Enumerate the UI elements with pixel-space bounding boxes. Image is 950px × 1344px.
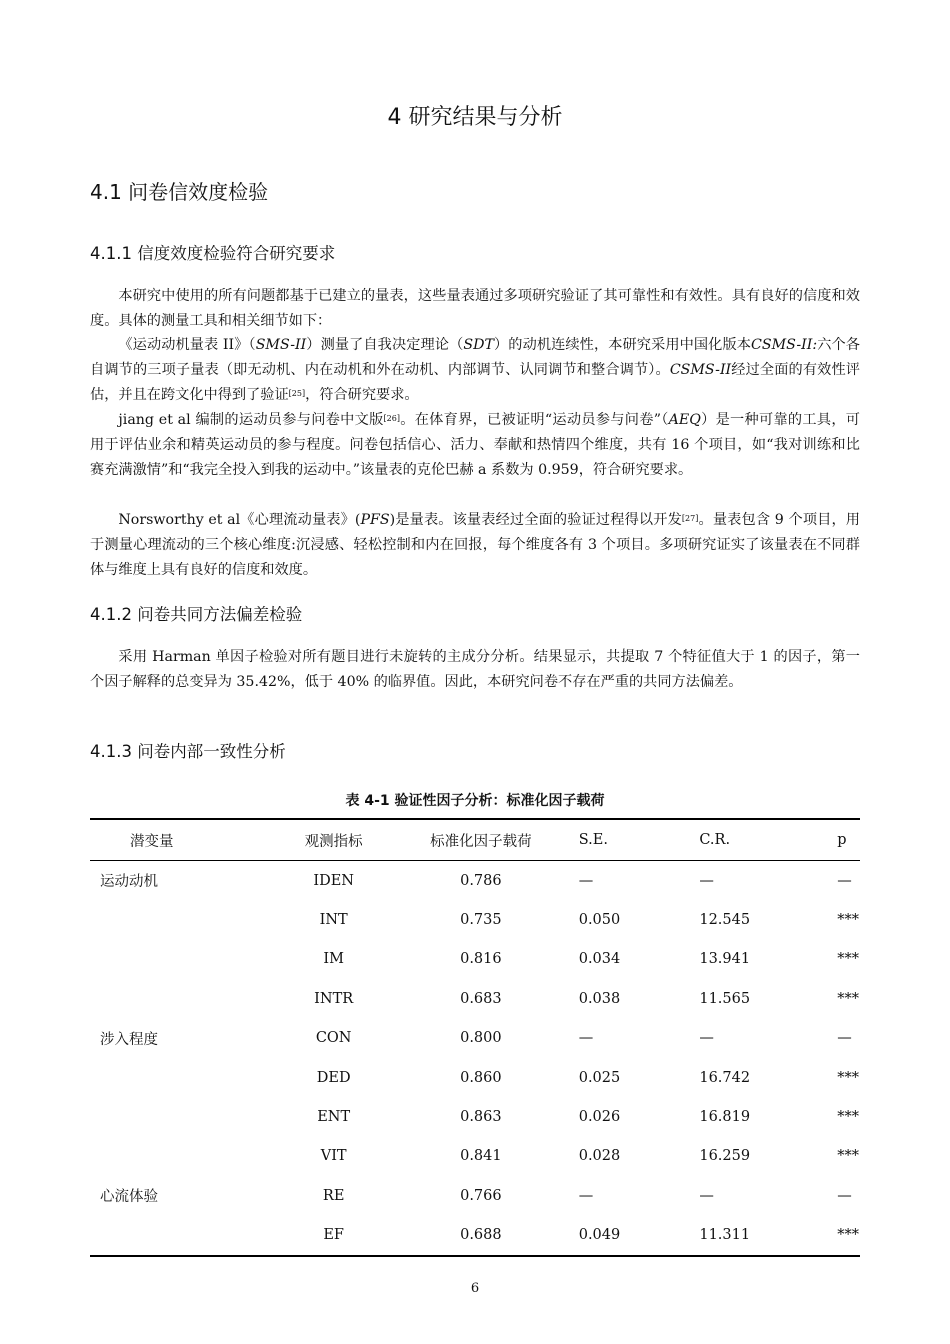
table-row xyxy=(90,979,860,1018)
table-row xyxy=(90,1176,860,1215)
cell-latent xyxy=(90,1137,264,1176)
table-caption: 表 4-1 验证性因子分析：标准化因子载荷 xyxy=(345,793,605,809)
section-heading-4-1-2: 4.1.2 问卷共同方法偏差检验 xyxy=(90,605,303,624)
cell-loading: 0.766 xyxy=(460,1187,502,1204)
cell-se: — xyxy=(578,1187,594,1204)
cell-indicator: EF xyxy=(264,1216,403,1256)
cell-indicator: VIT xyxy=(320,1148,347,1165)
cell-se: — xyxy=(578,872,594,889)
cell-se: 0.049 xyxy=(559,1216,682,1256)
cell-se: 0.038 xyxy=(578,990,621,1007)
cell-indicator: RE xyxy=(322,1187,345,1204)
cell-se: 0.026 xyxy=(578,1109,621,1126)
cell-loading: 0.860 xyxy=(460,1069,502,1086)
cell-latent xyxy=(90,940,264,979)
section-heading-4-1: 4.1 问卷信效度检验 xyxy=(90,180,269,204)
cell-p: — xyxy=(837,872,852,889)
paragraph-aeq: jiang et al 编制的运动员参与问卷中文版[26]。在体育界，已被证明“运动员参与问卷”（AEQ）是一种可靠的工具，可用于评估业余和精英运动员的参与程度。问卷包括信心、活力、奉献和热情四个维度，共有 16 个项目，如“我对训练和比赛充满激情”和“我完全投入到我的运动中。”该量表的克伦巴赫 a 系数为 0.959，符合研究要求。 xyxy=(90,412,860,478)
cell-latent: 涉入程度 xyxy=(100,1031,158,1048)
cell-se: 0.028 xyxy=(578,1148,621,1165)
header-indicator: 观测指标 xyxy=(264,819,403,861)
cell-indicator: INTR xyxy=(314,990,354,1007)
table-row xyxy=(90,861,860,901)
table-row xyxy=(90,1058,860,1097)
section-heading-4-1-1: 4.1.1 信度效度检验符合研究要求 xyxy=(90,244,336,263)
reference-marker: [25] xyxy=(288,389,306,398)
header-p: p xyxy=(807,819,860,861)
cell-loading: 0.735 xyxy=(460,912,502,929)
cell-cr: — xyxy=(699,1030,714,1047)
paragraph-sms-ii: 《运动动机量表 II》（SMS-II）测量了自我决定理论（SDT）的动机连续性，本研究采用中国化版本CSMS-II:六个各自调节的三项子量表（即无动机、内在动机和外在动机、内部调节、认同调节和整合调节）。CSMS-II经过全面的有效性评估，并且在跨文化中得到了验证[25]，符合研究要求。 xyxy=(90,337,860,403)
header-cr: C.R. xyxy=(681,819,807,861)
cell-p: — xyxy=(837,1187,852,1204)
cell-se: 0.050 xyxy=(578,912,621,929)
table-row xyxy=(90,1019,860,1058)
cfa-loadings-table xyxy=(90,818,860,1257)
table-header-row xyxy=(90,819,860,861)
cell-loading: 0.816 xyxy=(460,951,502,968)
cell-p: — xyxy=(837,1030,852,1047)
header-loading: 标准化因子载荷 xyxy=(403,819,559,861)
cell-p: *** xyxy=(837,1069,859,1086)
cell-cr: — xyxy=(699,872,714,889)
cell-loading: 0.841 xyxy=(460,1148,502,1165)
cell-indicator: ENT xyxy=(317,1109,351,1126)
paragraph-common-method-bias: 采用 Harman 单因子检验对所有题目进行未旋转的主成分分析。结果显示，共提取 7 个特征值大于 1 的因子，第一个因子解释的总变异为 35.42%，低于 40% 的临界值。因此，本研究问卷不存在严重的共同方法偏差。 xyxy=(90,649,860,690)
cell-latent xyxy=(90,1216,264,1256)
page-number: 6 xyxy=(470,1281,480,1296)
cell-cr: 12.545 xyxy=(699,912,751,929)
cell-cr: 16.742 xyxy=(699,1069,751,1086)
cell-latent: 运动动机 xyxy=(100,874,158,891)
cell-loading: 0.863 xyxy=(460,1109,502,1126)
table-row xyxy=(90,1216,860,1256)
section-heading-4-1-3: 4.1.3 问卷内部一致性分析 xyxy=(90,742,286,761)
cell-latent xyxy=(90,979,264,1018)
cell-indicator: CON xyxy=(315,1030,352,1047)
chapter-title: 4 研究结果与分析 xyxy=(387,105,563,130)
cell-indicator: IDEN xyxy=(313,872,354,889)
cell-indicator: DED xyxy=(316,1069,351,1086)
cell-p: *** xyxy=(837,1109,859,1126)
table-row xyxy=(90,940,860,979)
cell-latent xyxy=(90,1097,264,1136)
header-latent-variable: 潜变量 xyxy=(90,819,264,861)
cell-p: *** xyxy=(837,912,859,929)
cell-latent xyxy=(90,900,264,939)
cell-se: 0.025 xyxy=(578,1069,621,1086)
cell-cr: 11.565 xyxy=(699,990,751,1007)
header-se: S.E. xyxy=(559,819,682,861)
cell-cr: 11.311 xyxy=(681,1216,807,1256)
cell-p: *** xyxy=(837,1148,859,1165)
table-row xyxy=(90,1137,860,1176)
paragraph-intro: 本研究中使用的所有问题都基于已建立的量表，这些量表通过多项研究验证了其可靠性和有效性。具有良好的信度和效度。具体的测量工具和相关细节如下： xyxy=(90,288,860,329)
cell-loading: 0.683 xyxy=(460,990,502,1007)
cell-p: *** xyxy=(807,1216,860,1256)
cell-loading: 0.688 xyxy=(403,1216,559,1256)
cell-cr: 16.819 xyxy=(699,1109,751,1126)
cell-loading: 0.800 xyxy=(460,1030,502,1047)
table-row xyxy=(90,900,860,939)
cell-indicator: IM xyxy=(323,951,344,968)
cell-loading: 0.786 xyxy=(460,872,502,889)
cell-se: — xyxy=(578,1030,594,1047)
table-row xyxy=(90,1097,860,1136)
cell-latent xyxy=(90,1058,264,1097)
paragraph-pfs: Norsworthy et al《心理流动量表》(PFS)是量表。该量表经过全面的验证过程得以开发[27]。量表包含 9 个项目，用于测量心理流动的三个核心维度:沉浸感、轻松控制和内在回报，每个维度各有 3 个项目。多项研究证实了该量表在不同群体与维度上具有良好的信度和效度。 xyxy=(90,512,860,578)
reference-marker: [27] xyxy=(681,514,699,523)
cell-cr: 13.941 xyxy=(699,951,751,968)
cell-p: *** xyxy=(837,990,859,1007)
cell-cr: 16.259 xyxy=(699,1148,751,1165)
reference-marker: [26] xyxy=(383,414,400,423)
cell-p: *** xyxy=(837,951,859,968)
cell-cr: — xyxy=(699,1187,714,1204)
cell-indicator: INT xyxy=(319,912,348,929)
cell-latent: 心流体验 xyxy=(100,1189,158,1206)
cell-se: 0.034 xyxy=(578,951,621,968)
